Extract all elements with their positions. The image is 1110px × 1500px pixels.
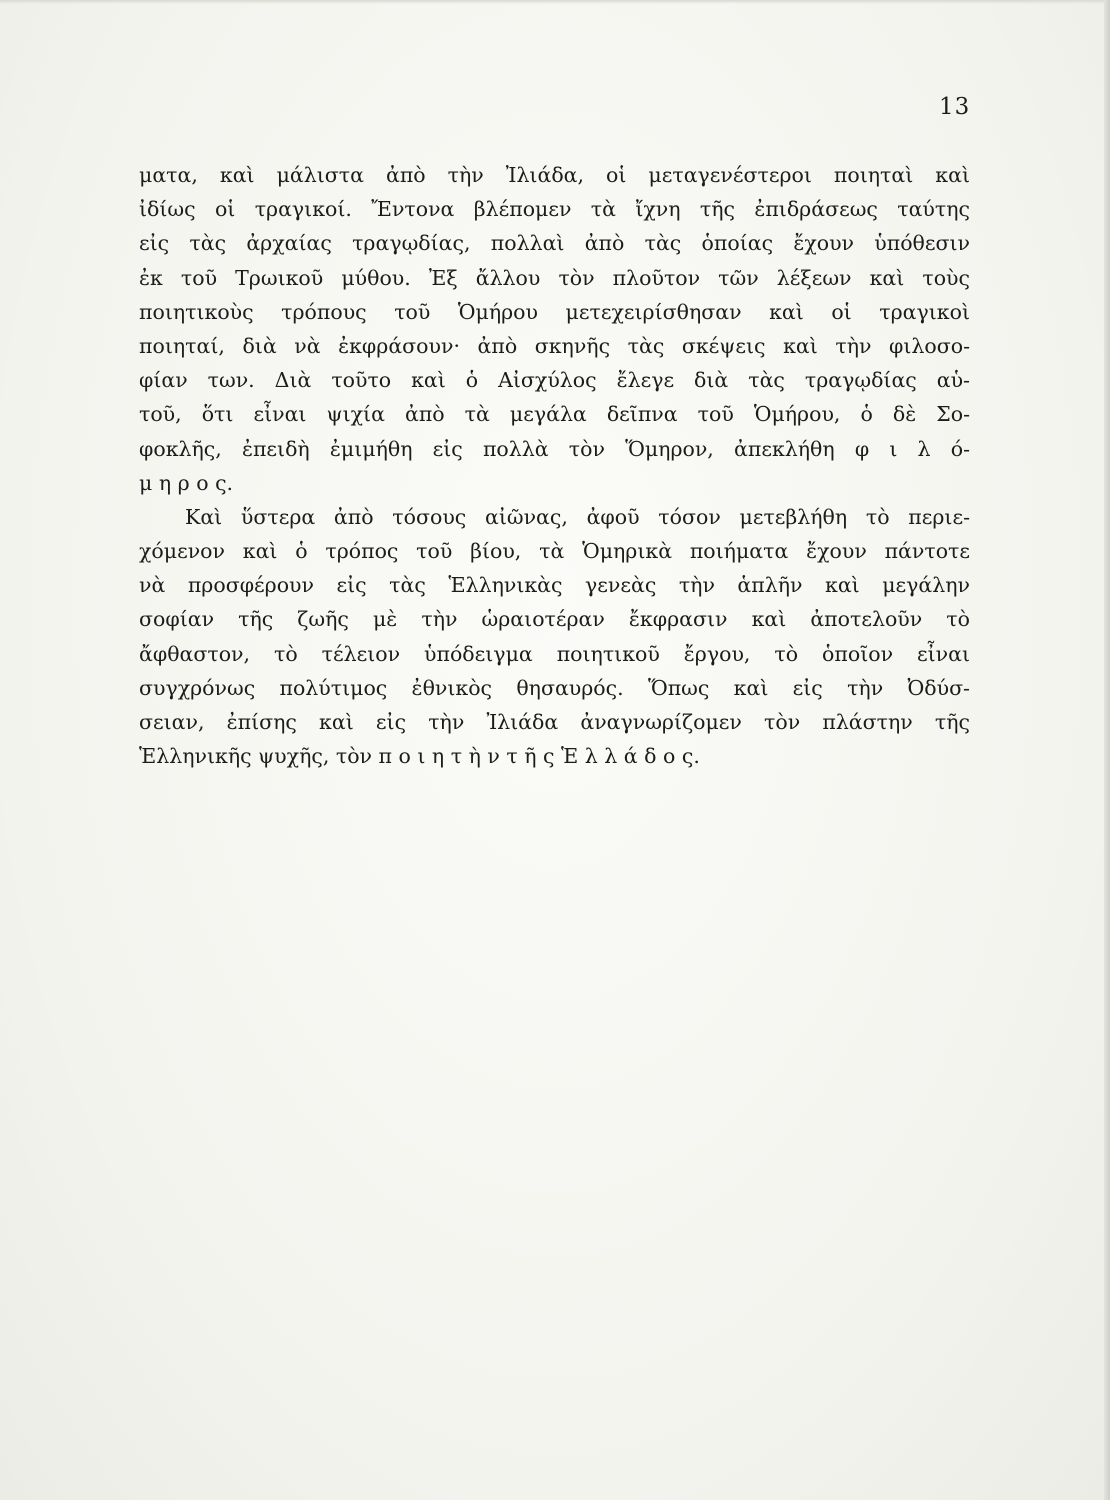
body-text	[139, 158, 970, 773]
page-number: 13	[939, 94, 971, 120]
text-line: ποιητικοὺς τρόπους τοῦ Ὁμήρου μετεχειρίσθησαν καὶ οἱ τραγικοὶ	[139, 299, 970, 324]
text-line: νὰ προσφέρουν εἰς τὰς Ἑλληνικὰς γενεὰς τὴν ἁπλῆν καὶ μεγάλην	[139, 573, 970, 598]
text-line: σειαν, ἐπίσης καὶ εἰς τὴν Ἰλιάδα ἀναγνωρίζομεν τὸν πλάστην τῆς	[139, 710, 970, 734]
text-line: χόμενον καὶ ὁ τρόπος τοῦ βίου, τὰ Ὁμηρικὰ ποιήματα ἔχουν πάντοτε	[139, 539, 970, 564]
text-line: ἐκ τοῦ Τρωικοῦ μύθου. Ἐξ ἄλλου τὸν πλοῦτον τῶν λέξεων καὶ τοὺς	[139, 265, 970, 290]
text-line: μ η ρ ο ς.	[139, 470, 234, 495]
page-top-edge-shadow	[0, 0, 1110, 4]
text-line: φίαν των. Διὰ τοῦτο καὶ ὁ Αἰσχύλος ἔλεγε διὰ τὰς τραγῳδίας αὑ-	[139, 368, 970, 393]
text-line: ἄφθαστον, τὸ τέλειον ὑπόδειγμα ποιητικοῦ ἔργου, τὸ ὁποῖον εἶναι	[139, 641, 970, 666]
text-line: σοφίαν τῆς ζωῆς μὲ τὴν ὡραιοτέραν ἔκφρασιν καὶ ἀποτελοῦν τὸ	[139, 607, 970, 632]
text-line: συγχρόνως πολύτιμος ἐθνικὸς θησαυρός. Ὅπως καὶ εἰς τὴν Ὀδύσ-	[139, 675, 970, 700]
text-line: τοῦ, ὅτι εἶναι ψιχία ἀπὸ τὰ μεγάλα δεῖπνα τοῦ Ὁμήρου, ὁ δὲ Σο-	[139, 402, 970, 427]
page-right-edge-shadow	[1104, 0, 1110, 1500]
text-line: ποιηταί, διὰ νὰ ἐκφράσουν· ἀπὸ σκηνῆς τὰς σκέψεις καὶ τὴν φιλοσο-	[139, 333, 970, 358]
text-line: ἰδίως οἱ τραγικοί. Ἔντονα βλέπομεν τὰ ἴχνη τῆς ἐπιδράσεως ταύτης	[139, 197, 970, 222]
text-line: φοκλῆς, ἐπειδὴ ἐμιμήθη εἰς πολλὰ τὸν Ὅμηρον, ἀπεκλήθη φ ι λ ό-	[139, 436, 970, 461]
text-line: εἰς τὰς ἀρχαίας τραγῳδίας, πολλαὶ ἀπὸ τὰς ὁποίας ἔχουν ὑπόθεσιν	[139, 231, 970, 256]
paragraph-start-line: Καὶ ὕστερα ἀπὸ τόσους αἰῶνας, ἀφοῦ τόσον μετεβλήθη τὸ περιε-	[185, 504, 970, 529]
text-line: ματα, καὶ μάλιστα ἀπὸ τὴν Ἰλιάδα, οἱ μεταγενέστεροι ποιηταὶ καὶ	[139, 163, 970, 187]
text-line: Ἑλληνικῆς ψυχῆς, τὸν π ο ι η τ ὴ ν τ ῆ ς Ἑ λ λ ά δ ο ς.	[139, 744, 700, 769]
